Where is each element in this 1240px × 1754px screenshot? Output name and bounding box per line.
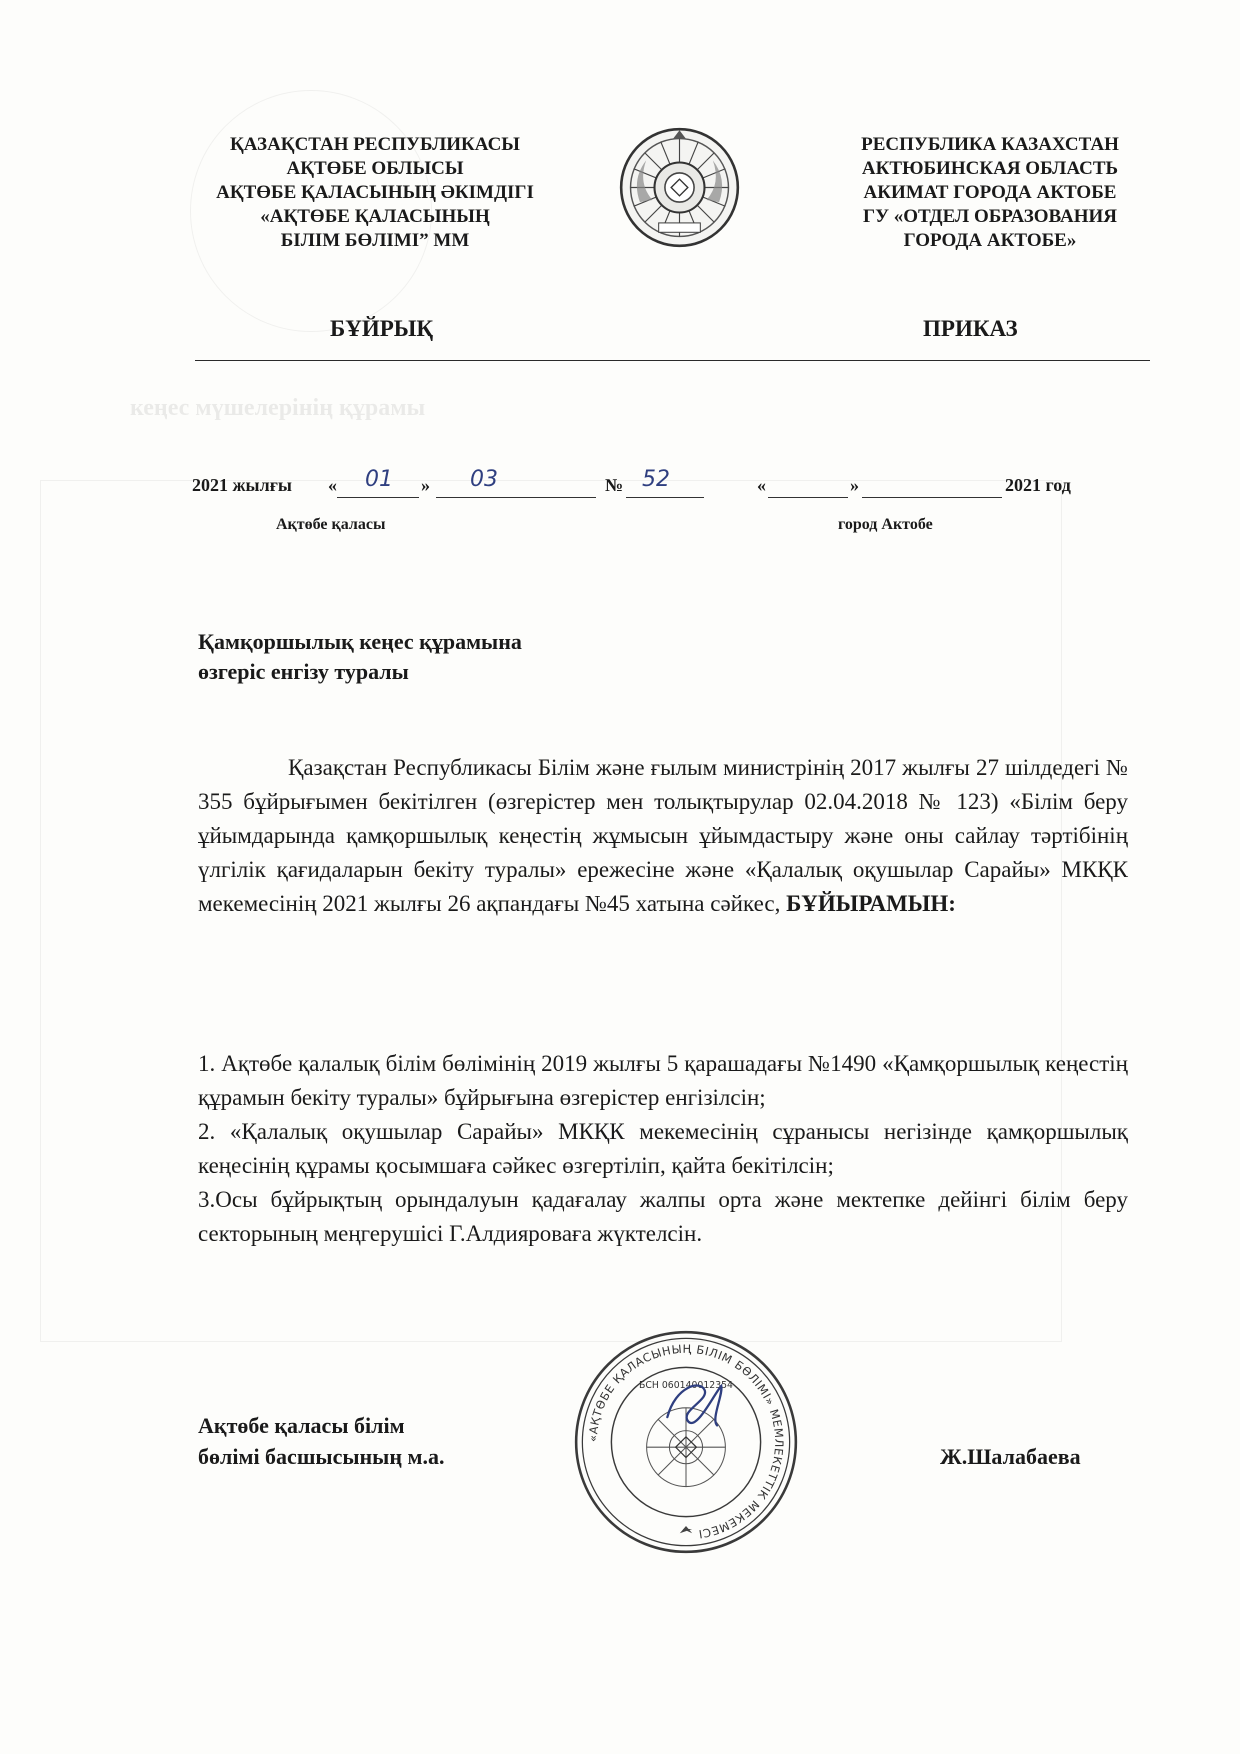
header-ru-line: ГУ «ОТДЕЛ ОБРАЗОВАНИЯ xyxy=(863,206,1117,227)
header-ru-line: АКИМАТ ГОРОДА АКТОБЕ xyxy=(863,182,1117,203)
order-word: БҰЙЫРАМЫН: xyxy=(786,891,956,916)
header-kz-line: БІЛІМ БӨЛІМІ” ММ xyxy=(280,230,470,251)
order-subject xyxy=(198,627,522,687)
order-item: 3.Осы бұйрықтың орындалуын қадағалау жалпы орта және мектепке дейінгі білім беру секторының меңгерушісі Г.Алдияроваға жүктелсін. xyxy=(198,1187,1128,1246)
order-items xyxy=(198,1047,1128,1251)
header-ru-line: ГОРОДА АКТОБЕ» xyxy=(903,230,1077,251)
document-title-kz: БҰЙРЫҚ xyxy=(330,316,434,341)
open-quote: « xyxy=(328,475,337,495)
signatory-name: Ж.Шалабаева xyxy=(940,1444,1081,1469)
preamble-text: Қазақстан Республикасы Білім және ғылым министрінің 2017 жылғы 27 шілдедегі № 355 бұйрығымен бекітілген (өзгерістер мен толықтырулар 02.04.2018 № 123) «Білім беру ұйымдарында қамқоршылық кеңестің жұмысын ұйымдастыру және оны сайлау тәртібінің үлгілік қағидаларын бекіту туралы» ережесіне және «Қалалық оқушылар Сарайы» МКҚК мекемесінің 2021 жылғы 26 ақпандағы №45 хатына сәйкес, xyxy=(198,755,1128,916)
state-emblem-icon xyxy=(617,125,742,250)
header-divider xyxy=(195,360,1150,361)
header-ru-line: РЕСПУБЛИКА КАЗАХСТАН xyxy=(861,134,1119,155)
header-ru-line: АКТЮБИНСКАЯ ОБЛАСТЬ xyxy=(861,158,1119,179)
bleed-through-heading: кеңес мүшелерінің құрамы xyxy=(130,395,426,421)
number-sign: № xyxy=(605,475,624,495)
month-underline xyxy=(436,497,596,498)
year-kz: 2021 жылғы xyxy=(192,475,292,495)
preamble xyxy=(198,751,1128,921)
header-kz-line: АҚТӨБЕ ҚАЛАСЫНЫҢ ӘКІМДІГІ xyxy=(216,182,534,203)
subject-line: өзгеріс енгізу туралы xyxy=(198,659,409,684)
place-kz: Ақтөбе қаласы xyxy=(276,516,386,533)
month-ru-underline xyxy=(862,497,1002,498)
place-ru: город Актобе xyxy=(838,516,933,533)
close-quote: » xyxy=(421,475,430,495)
order-item: 1. Ақтөбе қалалық білім бөлімінің 2019 жылғы 5 қарашадағы №1490 «Қамқоршылық кеңестің құрамын бекіту туралы» бұйрығына өзгерістер енгізілсін; xyxy=(198,1051,1128,1110)
header-kz-line: ҚАЗАҚСТАН РЕСПУБЛИКАСЫ xyxy=(230,134,520,155)
day-underline xyxy=(337,497,419,498)
order-number-handwritten: 52 xyxy=(642,467,670,492)
dateline xyxy=(0,465,1240,505)
year-ru: 2021 год xyxy=(1005,475,1071,495)
close-quote-ru: » xyxy=(850,475,859,495)
day-handwritten: 01 xyxy=(365,467,393,492)
order-item: 2. «Қалалық оқушылар Сарайы» МКҚК мекемесінің сұранысы негізінде қамқоршылық кеңесінің құрамы қосымшаға сәйкес өзгертіліп, қайта бекітілсін; xyxy=(198,1119,1128,1178)
header-kz xyxy=(175,133,575,253)
open-quote-ru: « xyxy=(757,475,766,495)
month-handwritten: 03 xyxy=(470,467,498,492)
official-seal-icon xyxy=(572,1328,800,1556)
header-ru xyxy=(820,133,1160,253)
number-underline xyxy=(626,497,704,498)
signatory-position xyxy=(198,1410,445,1472)
header-kz-line: АҚТӨБЕ ОБЛЫСЫ xyxy=(286,158,464,179)
document-title-ru: ПРИКАЗ xyxy=(923,316,1018,341)
day-ru-underline xyxy=(768,497,848,498)
subject-line: Қамқоршылық кеңес құрамына xyxy=(198,629,522,654)
position-line: бөлімі басшысының м.а. xyxy=(198,1444,445,1469)
seal-ring-text: «АҚТӨБЕ ҚАЛАСЫНЫҢ БІЛІМ БӨЛІМІ» МЕМЛЕКЕТТІК МЕКЕМЕСІ xyxy=(585,1341,787,1542)
header-kz-line: «АҚТӨБЕ ҚАЛАСЫНЫҢ xyxy=(260,206,490,227)
seal-bin: БСН 060140012354 xyxy=(639,1380,733,1392)
position-line: Ақтөбе қаласы білім xyxy=(198,1413,405,1438)
